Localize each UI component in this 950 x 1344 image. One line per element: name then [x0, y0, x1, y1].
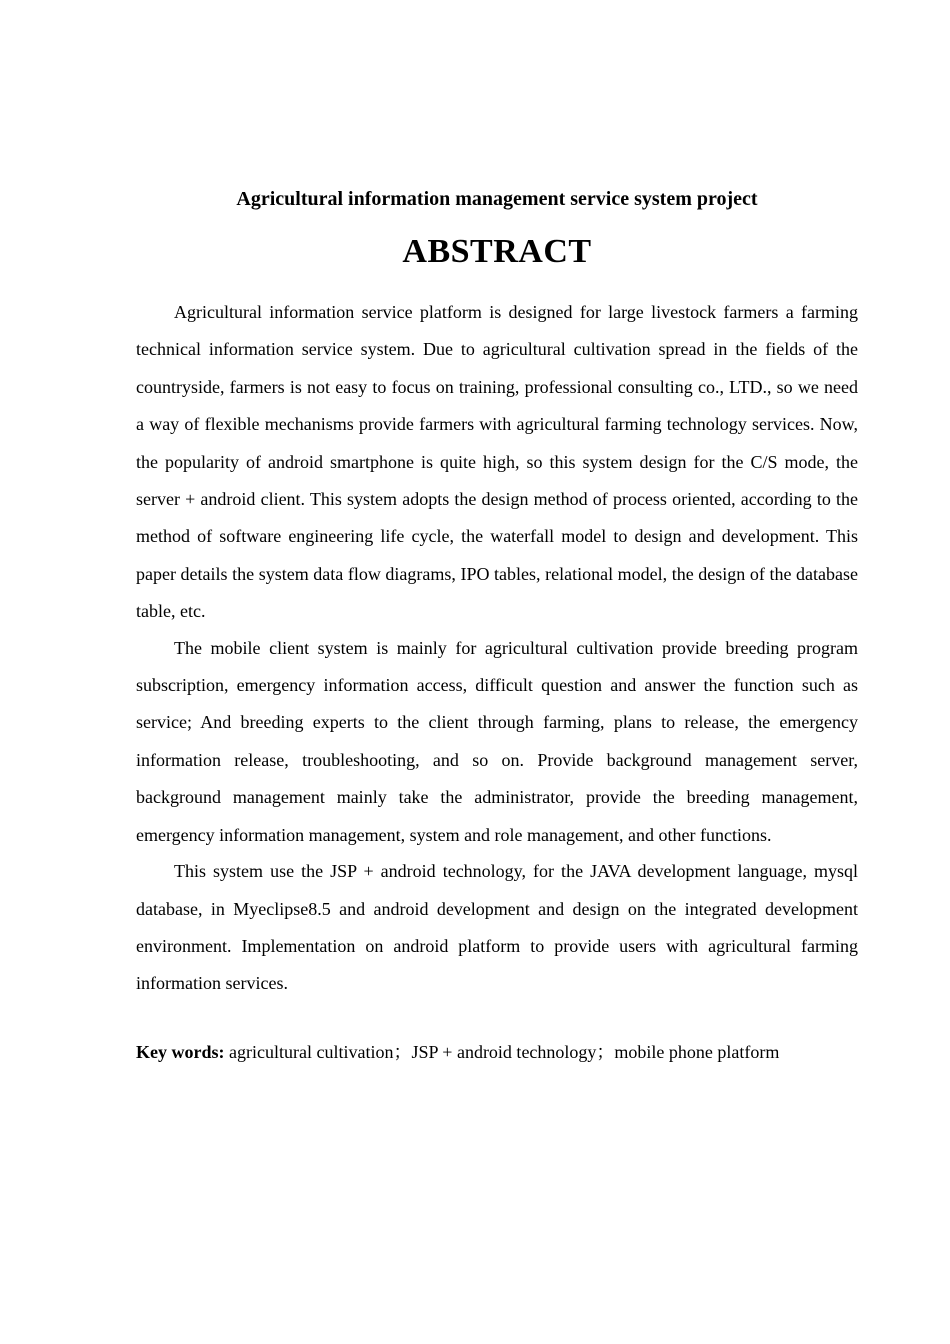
abstract-paragraph-1: Agricultural information service platform is designed for large livestock farmers a farming technical information service system. Due to agricultural cultivation spread in the fields of the countryside, farmers is not easy to focus on training, professional consulting co., LTD., so we need a way of flexible mechanisms provide farmers with agricultural farming technology services. Now, the popularity of android smartphone is quite high, so this system design for the C/S mode, the server + android client. This system adopts the design method of process oriented, according to the method of software engineering life cycle, the waterfall model to design and development. This paper details the system data flow diagrams, IPO tables, relational model, the design of the database table, etc.: [136, 302, 858, 622]
project-title: Agricultural information management service system project: [236, 188, 758, 210]
abstract-body: [136, 294, 858, 1003]
keywords-label: Key words:: [136, 1041, 225, 1062]
keywords-line: [136, 1039, 858, 1065]
abstract-heading: ABSTRACT: [402, 233, 592, 270]
abstract-page: [136, 186, 858, 1065]
abstract-paragraph-3: This system use the JSP + android technology, for the JAVA development language, mysql database, in Myeclipse8.5 and android development and design on the integrated development environment. Implementation on android platform to provide users with agricultural farming information services.: [136, 861, 858, 994]
keywords-text: agricultural cultivation；JSP + android technology；mobile phone platform: [224, 1041, 780, 1062]
abstract-paragraph-2: The mobile client system is mainly for agricultural cultivation provide breeding program subscription, emergency information access, difficult question and answer the function such as service; And breeding experts to the client through farming, plans to release, the emergency information release, troubleshooting, and so on. Provide background management server, background management mainly take the administrator, provide the breeding management, emergency information management, system and role management, and other functions.: [136, 637, 858, 845]
